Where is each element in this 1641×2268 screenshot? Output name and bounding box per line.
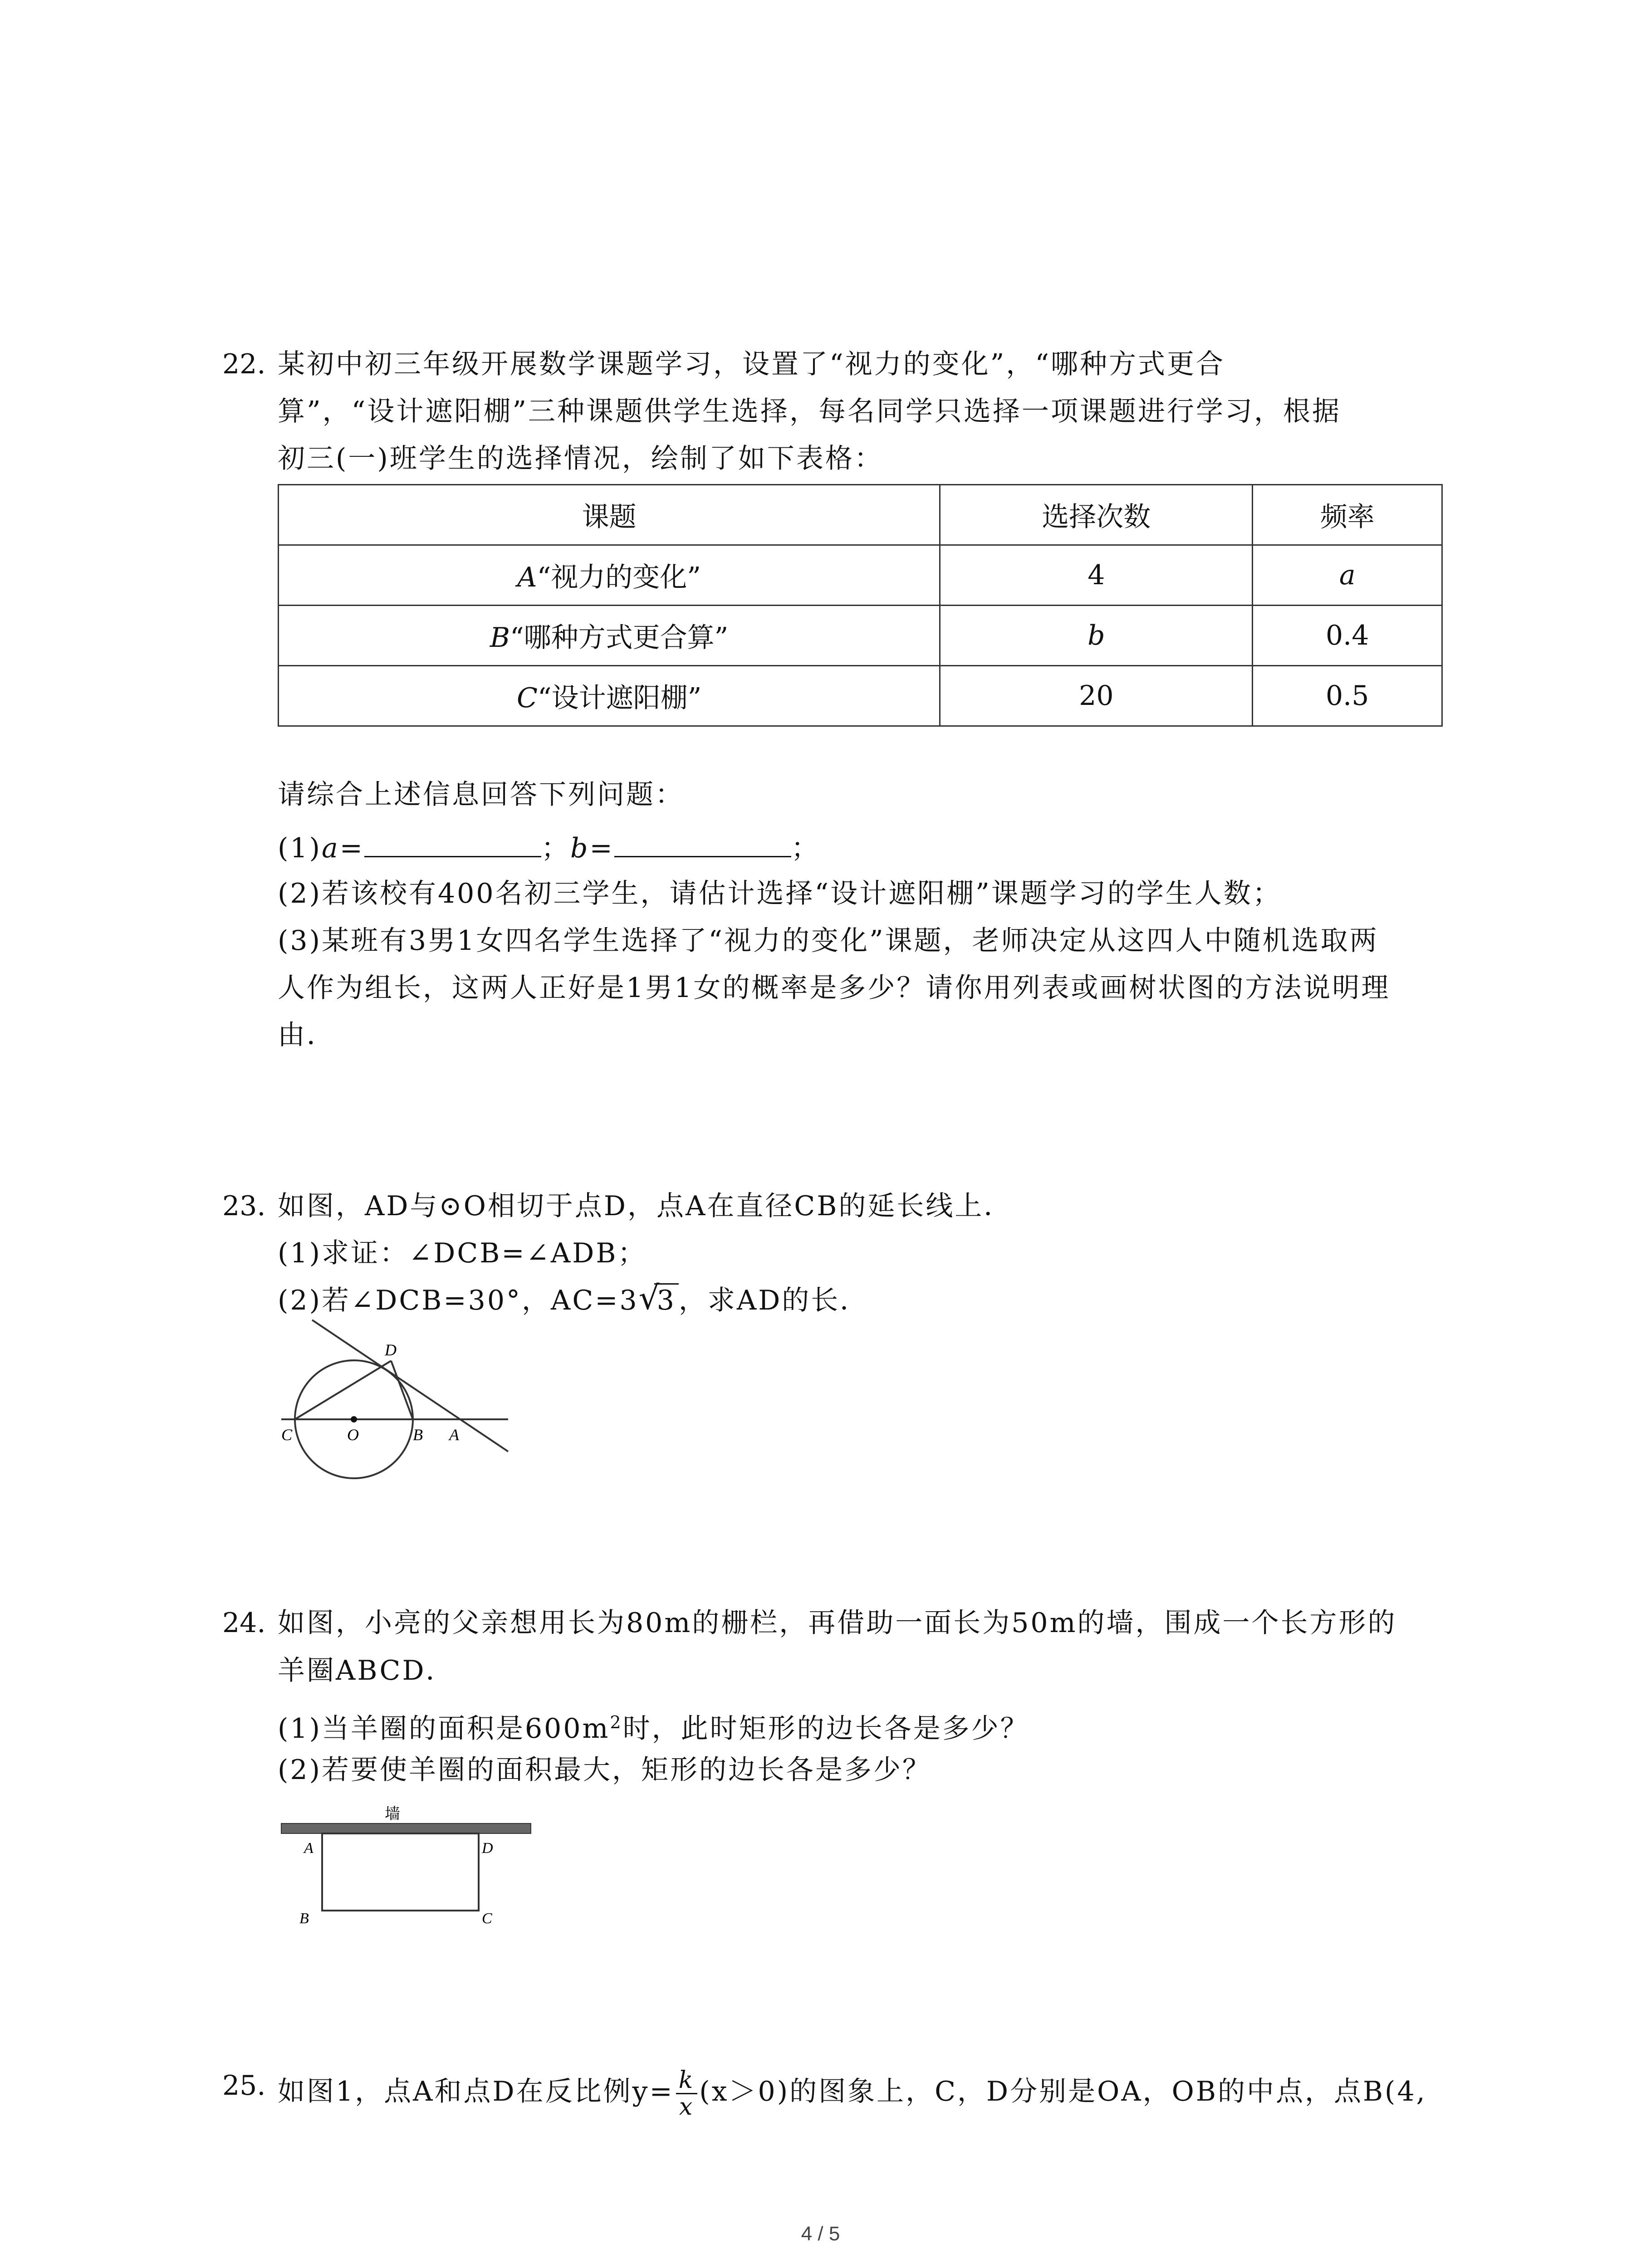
q22-part3-line3: 由．: [278, 1019, 336, 1051]
q24-line1: 如图，小亮的父亲想用长为80m的栅栏，再借助一面长为50m的墙，围成一个长方形的: [278, 1607, 1397, 1639]
answer-blank-b[interactable]: [614, 829, 791, 857]
table-header-row: [279, 485, 1442, 545]
label-a: A: [304, 1840, 314, 1857]
q22-line3: 初三(一)班学生的选择情况，绘制了如下表格：: [278, 443, 883, 474]
topic-cell: B“哪种方式更合算”: [279, 606, 940, 666]
table-row: [279, 606, 1442, 666]
topic-cell: A“视力的变化”: [279, 545, 940, 606]
q23-part2: (2)若∠DCB=30°，AC=3 √ 3 ，求AD的长．: [278, 1282, 869, 1319]
freq-cell: 0.5: [1253, 666, 1442, 726]
q24-number: 24.: [222, 1607, 266, 1639]
topic-cell: C“设计遮阳棚”: [279, 666, 940, 726]
q22-part3-line2: 人作为组长，这两人正好是1男1女的概率是多少？请你用列表或画树状图的方法说明理: [278, 972, 1391, 1004]
wall-label: 墙: [385, 1806, 400, 1823]
table-row: [279, 545, 1442, 606]
q22-table: [278, 484, 1443, 727]
label-d: D: [385, 1341, 397, 1359]
q25-line1: 如图1，点A和点D在反比例y= $\frac{k}{x}$ (x＞0)的图象上，C，D分别是OA，OB的中点，点B(4,: [278, 2067, 1427, 2121]
q24-part2: (2)若要使羊圈的面积最大，矩形的边长各是多少？: [278, 1754, 931, 1786]
header-count: 选择次数: [940, 485, 1253, 545]
pen-rectangle: [322, 1833, 479, 1911]
sheep-pen-figure: [272, 1803, 535, 1935]
q22-prompt: 请综合上述信息回答下列问题：: [278, 779, 684, 811]
label-d: D: [482, 1840, 493, 1857]
freq-cell: a: [1253, 545, 1442, 606]
q24-line2: 羊圈ABCD．: [278, 1655, 455, 1686]
sqrt-symbol: √ 3: [639, 1282, 679, 1319]
label-b: B: [413, 1426, 423, 1444]
header-topic: 课题: [279, 485, 940, 545]
label-o: O: [347, 1426, 359, 1444]
q23-part1: (1)求证：∠DCB=∠ADB；: [278, 1237, 647, 1269]
header-frequency: 频率: [1253, 485, 1442, 545]
wall: [281, 1823, 531, 1833]
count-cell: 4: [940, 545, 1253, 606]
table-row: [279, 666, 1442, 726]
label-a: A: [449, 1426, 459, 1444]
freq-cell: 0.4: [1253, 606, 1442, 666]
q25-number: 25.: [222, 2070, 266, 2102]
chord-cd: [295, 1361, 391, 1419]
count-cell: 20: [940, 666, 1253, 726]
q22-part2: (2)若该校有400名初三学生，请估计选择“设计遮阳棚”课题学习的学生人数；: [278, 878, 1282, 909]
q23-stem: 如图，AD与⊙O相切于点D，点A在直径CB的延长线上．: [278, 1190, 1013, 1222]
q22-part3-line1: (3)某班有3男1女四名学生选择了“视力的变化”课题，老师决定从这四人中随机选取两: [278, 925, 1379, 957]
q22-line1: 某初中初三年级开展数学课题学习，设置了“视力的变化”，“哪种方式更合: [278, 348, 1225, 380]
q23-number: 23.: [222, 1190, 266, 1222]
label-b: B: [299, 1910, 309, 1927]
q22-part1: (1)a= ；b= ；: [278, 829, 820, 866]
tangent-line-ad: [312, 1320, 508, 1452]
answer-blank-a[interactable]: [364, 829, 541, 857]
count-cell: b: [940, 606, 1253, 666]
q22-number: 22.: [222, 348, 266, 380]
center-dot: [351, 1416, 357, 1422]
label-c: C: [482, 1910, 492, 1927]
circle-tangent-figure: [272, 1315, 517, 1488]
chord-db: [391, 1361, 413, 1419]
label-c: C: [281, 1426, 293, 1444]
q24-part1: (1)当羊圈的面积是$600m^2$时，此时矩形的边长各是多少？: [278, 1712, 1029, 1745]
page-number: 4 / 5: [801, 2223, 840, 2245]
fraction-k-over-x: $\frac{k}{x}$: [676, 2068, 698, 2120]
q22-line2: 算”，“设计遮阳棚”三种课题供学生选择，每名同学只选择一项课题进行学习，根据: [278, 396, 1342, 427]
